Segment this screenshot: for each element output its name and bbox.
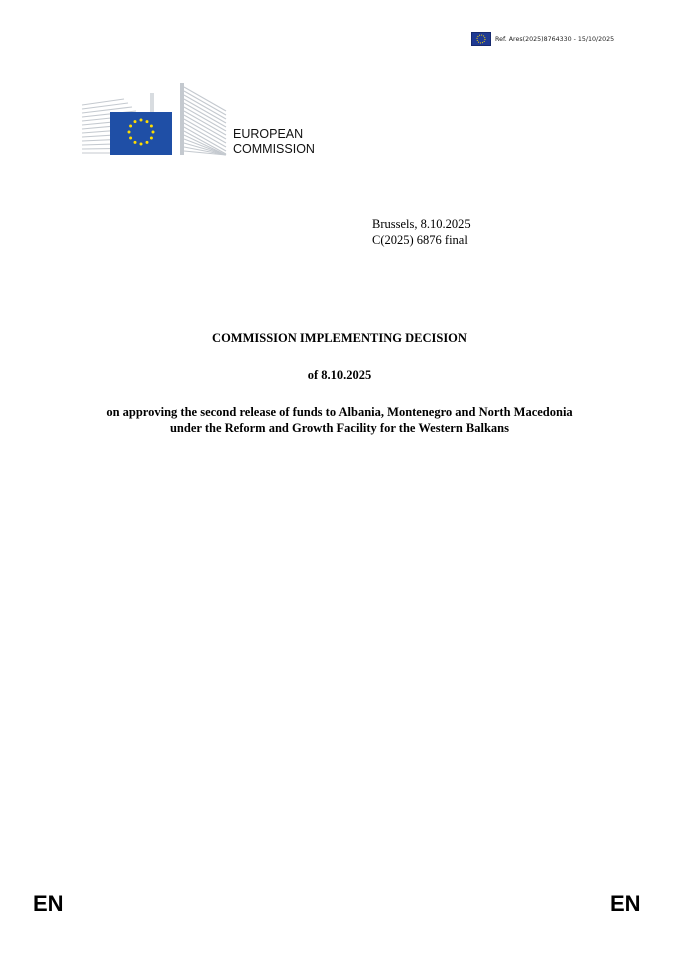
registry-stamp	[471, 31, 614, 47]
registry-reference: Ref. Ares(2025)8764330 - 15/10/2025	[495, 35, 615, 43]
european-commission-logo	[80, 83, 230, 158]
document-subject	[0, 404, 679, 436]
document-type-title: COMMISSION IMPLEMENTING DECISION	[212, 331, 467, 345]
subject-line-2: under the Reform and Growth Facility for the Western Balkans	[169, 421, 509, 435]
subject-line-1: on approving the second release of funds to Albania, Montenegro and North Macedonia	[106, 405, 573, 419]
eu-flag-icon	[471, 32, 491, 46]
document-header	[372, 217, 471, 248]
logo-line-2: COMMISSION	[233, 142, 315, 156]
language-marker-right: EN	[610, 891, 641, 916]
document-date-line: of 8.10.2025	[307, 368, 372, 382]
place-date: Brussels, 8.10.2025	[372, 217, 471, 231]
logo-line-1: EUROPEAN	[233, 127, 304, 141]
logo-wordmark	[233, 127, 315, 157]
language-marker-left: EN	[33, 891, 64, 916]
document-reference: C(2025) 6876 final	[372, 232, 468, 247]
